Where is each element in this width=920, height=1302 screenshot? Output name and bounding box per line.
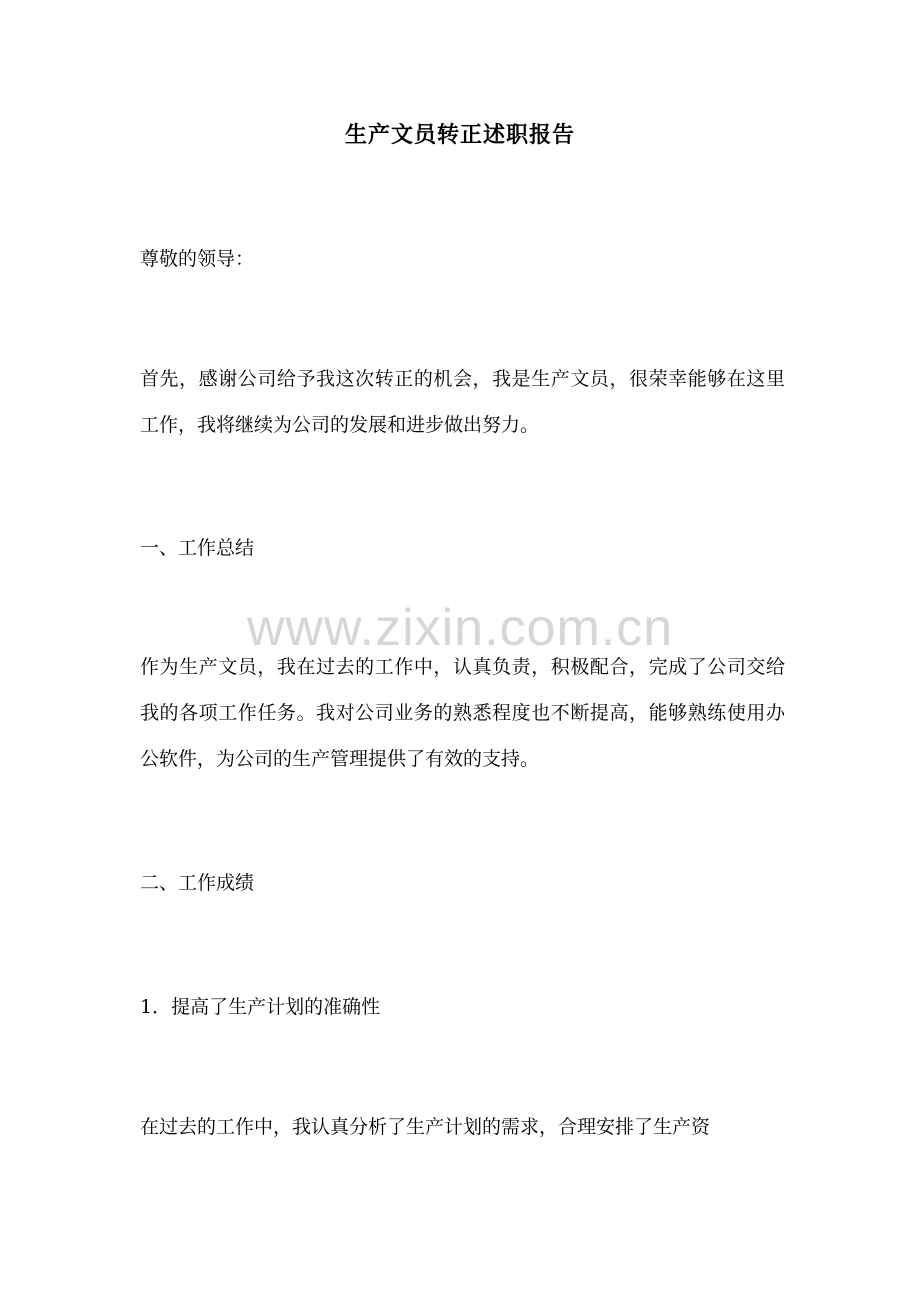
- section-heading-work-summary: 一、工作总结: [140, 537, 255, 559]
- section-heading-achievements: 二、工作成绩: [140, 872, 255, 894]
- paragraph-production-plan: 在过去的工作中，我认真分析了生产计划的需求，合理安排了生产资: [140, 1116, 711, 1138]
- paragraph-intro: 首先，感谢公司给予我这次转正的机会，我是生产文员，很荣幸能够在这里工作，我将继续为公司的发展和进步做出努力。: [140, 368, 785, 436]
- paragraph-work-summary: 作为生产文员，我在过去的工作中，认真负责，积极配合，完成了公司交给我的各项工作任务。我对公司业务的熟悉程度也不断提高，能够熟练使用办公软件，为公司的生产管理提供了有效的支持。: [140, 656, 785, 770]
- greeting: 尊敬的领导：: [140, 248, 255, 270]
- subheading-production-plan: 1．提高了生产计划的准确性: [140, 996, 381, 1018]
- watermark: www.zixin.com.cn: [246, 599, 674, 657]
- document-title: 生产文员转正述职报告: [344, 122, 575, 148]
